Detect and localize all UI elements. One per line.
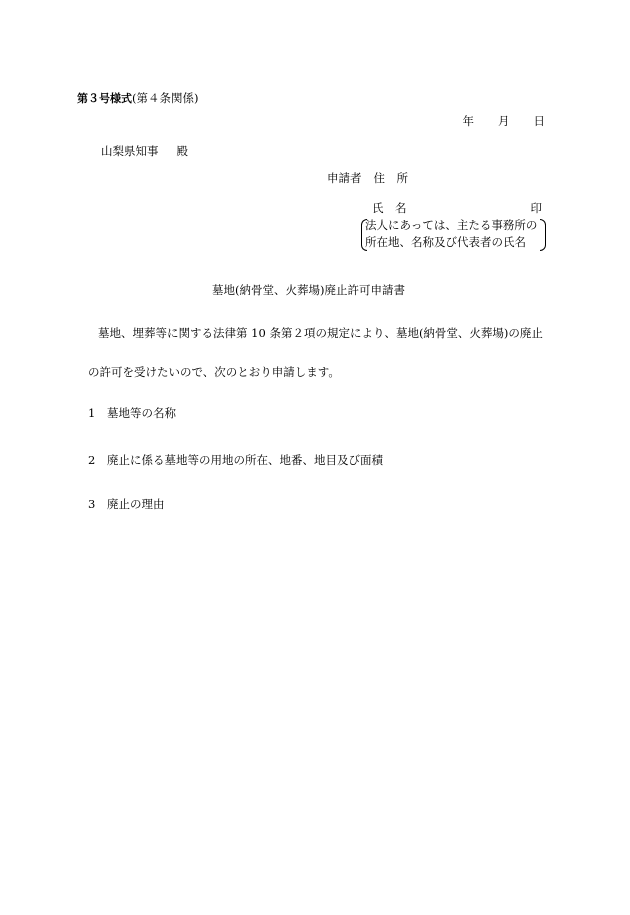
applicant-name-row (372, 203, 542, 215)
name-label: 氏 名 (372, 201, 407, 215)
item-label: 廃止に係る墓地等の用地の所在、地番、地目及び面積 (107, 453, 383, 467)
related-clause: (第４条関係) (132, 91, 199, 105)
date-year-label: 年 (462, 114, 474, 128)
item-number: 1 (88, 406, 96, 420)
corporate-note (361, 218, 546, 252)
list-item (88, 455, 383, 467)
body-text-line1: 墓地、埋葬等に関する法律第 10 条第２項の規定により、墓地(納骨堂、火葬場)の廃止 (98, 326, 543, 340)
date-day-label: 日 (533, 114, 545, 128)
body-text-line2: の許可を受けたいので、次のとおり申請します。 (88, 365, 340, 379)
document-title: 墓地(納骨堂、火葬場)廃止許可申請書 (212, 283, 405, 297)
date-month-label: 月 (498, 114, 510, 128)
item-label: 墓地等の名称 (107, 406, 176, 420)
addressee-honorific: 殿 (176, 144, 188, 158)
form-number: 第３号様式 (77, 92, 132, 105)
item-number: 2 (88, 453, 96, 467)
corporate-note-line1: 法人にあっては、主たる事務所の (365, 218, 538, 232)
item-label: 廃止の理由 (107, 497, 165, 511)
form-number-header (77, 93, 198, 105)
applicant-address-row (327, 173, 408, 185)
addressee-name: 山梨県知事 (101, 144, 159, 158)
list-item (88, 499, 165, 511)
date-line (463, 116, 546, 128)
seal-mark: 印 (530, 201, 542, 215)
right-bracket (540, 219, 546, 251)
list-item (88, 408, 176, 420)
corporate-note-line2: 所在地、名称及び代表者の氏名 (365, 235, 526, 249)
addressee (101, 146, 188, 158)
applicant-label: 申請者 (327, 171, 362, 185)
item-number: 3 (88, 497, 96, 511)
address-label: 住 所 (373, 171, 408, 185)
